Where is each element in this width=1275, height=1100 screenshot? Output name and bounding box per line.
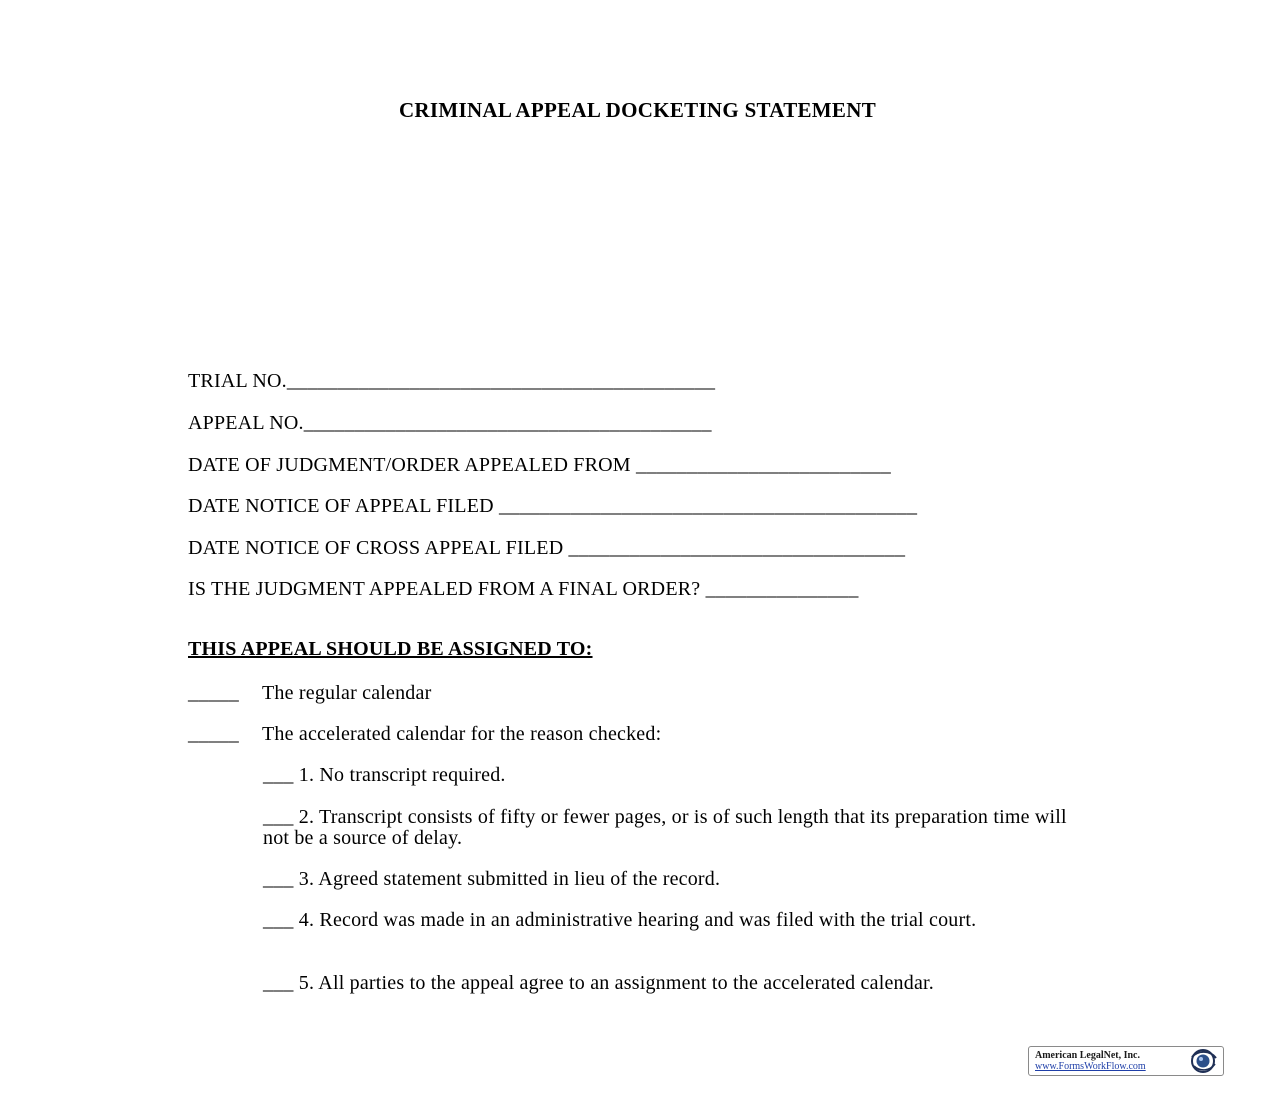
publisher-badge <box>1028 1046 1224 1076</box>
accelerated-calendar-option[interactable] <box>188 722 661 746</box>
reason-3[interactable]: ___ 3. Agreed statement submitted in lieu of the record. <box>263 868 721 890</box>
document-title: CRIMINAL APPEAL DOCKETING STATEMENT <box>398 98 877 122</box>
regular-calendar-label: The regular calendar <box>262 682 432 704</box>
reason-2[interactable]: ___ 2. Transcript consists of fifty or fewer pages, or is of such length that its preparation time will not be a source of delay. <box>263 806 1067 849</box>
notice-of-appeal-date-field[interactable]: DATE NOTICE OF APPEAL FILED _________________________________________ <box>188 495 918 517</box>
globe-swirl-icon <box>1186 1048 1220 1074</box>
final-order-field[interactable]: IS THE JUDGMENT APPEALED FROM A FINAL ORDER? _______________ <box>188 578 859 600</box>
regular-calendar-checkbox[interactable]: _____ <box>188 682 239 704</box>
appeal-number-field[interactable]: APPEAL NO.________________________________________ <box>188 412 712 434</box>
publisher-link[interactable]: www.FormsWorkFlow.com <box>1035 1061 1146 1072</box>
reason-1[interactable]: ___ 1. No transcript required. <box>263 764 506 786</box>
regular-calendar-option[interactable] <box>188 681 431 705</box>
trial-number-field[interactable]: TRIAL NO.__________________________________________ <box>188 370 716 392</box>
reason-5[interactable]: ___ 5. All parties to the appeal agree to an assignment to the accelerated calendar. <box>263 972 934 994</box>
reason-4[interactable]: ___ 4. Record was made in an administrative hearing and was filed with the trial court. <box>263 909 977 931</box>
accelerated-calendar-label: The accelerated calendar for the reason checked: <box>262 723 662 745</box>
assignment-heading: THIS APPEAL SHOULD BE ASSIGNED TO: <box>188 638 593 660</box>
publisher-name: American LegalNet, Inc. <box>1035 1050 1140 1061</box>
accelerated-calendar-checkbox[interactable]: _____ <box>188 723 239 745</box>
judgment-date-field[interactable]: DATE OF JUDGMENT/ORDER APPEALED FROM _________________________ <box>188 454 891 476</box>
cross-appeal-date-field[interactable]: DATE NOTICE OF CROSS APPEAL FILED _________________________________ <box>188 537 906 559</box>
